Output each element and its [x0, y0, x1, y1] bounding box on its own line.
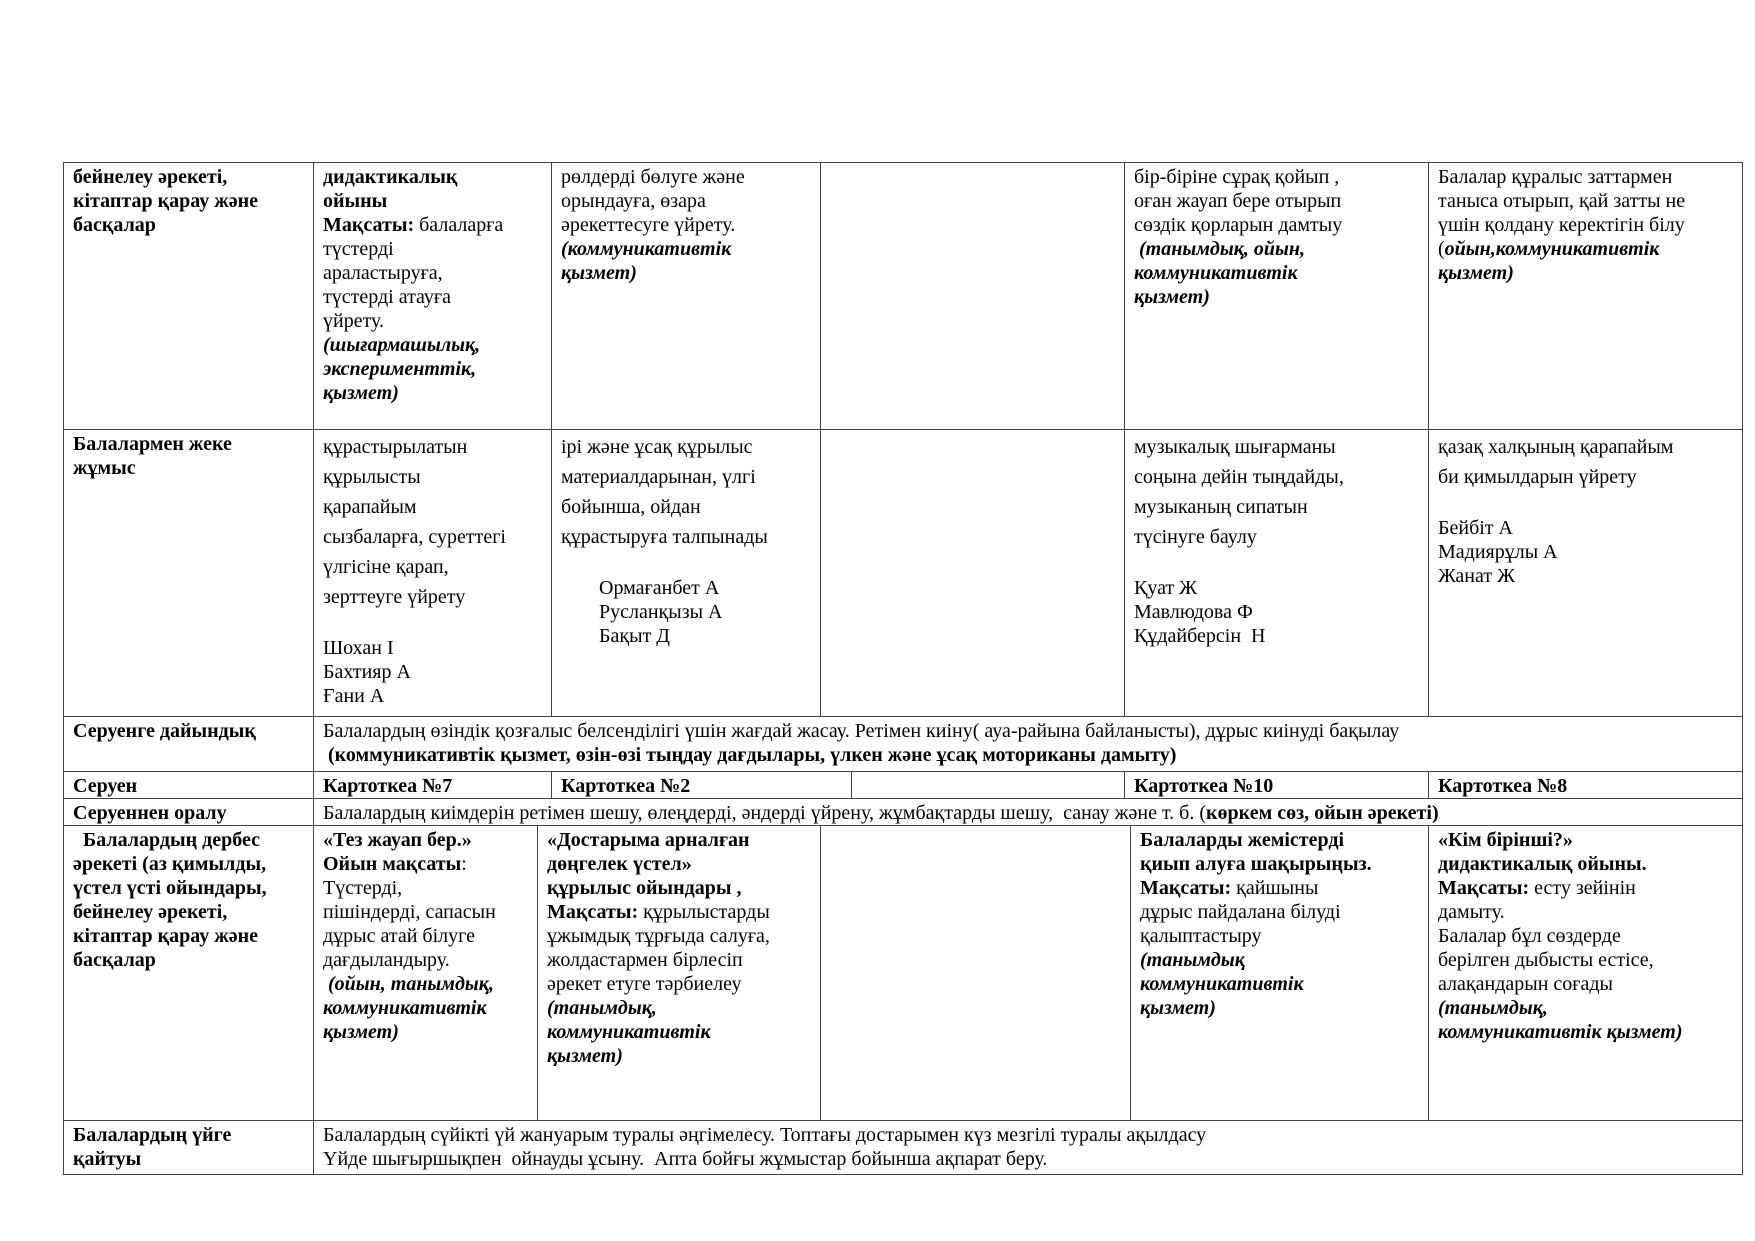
row1-c2-text: түстерді	[323, 238, 394, 260]
row6-c2-tags: (ойын, танымдық,	[323, 973, 494, 995]
row1-c6-text: Балалар құралыс заттармен	[1438, 166, 1673, 188]
row1-c2-tags: эксперименттік,	[323, 358, 477, 380]
row2-c6-text: би қимылдарын үйрету	[1438, 466, 1637, 488]
row2-label-cell	[63, 429, 314, 717]
row6-c3-title: құрылыс ойындары ,	[547, 877, 742, 899]
row6-c3-title: дөңгелек үстел»	[547, 853, 692, 875]
row7-text: Үйде шығыршықпен ойнауды ұсыну. Апта бойғы жұмыстар бойынша ақпарат беру.	[323, 1148, 1048, 1170]
row2-c3-name: Бақыт Д	[599, 625, 670, 647]
row6-c6-title: «Кім бірінші?»	[1438, 829, 1573, 851]
row6-c3-text: әрекет етуге тәрбиелеу	[547, 973, 742, 995]
row6-c3-cell	[537, 825, 821, 1121]
row6-c3-text: ұжымдық тұрғыда салуға,	[547, 925, 770, 947]
row1-c5-tags: (танымдық, ойын,	[1134, 238, 1305, 260]
row1-c5-tags: коммуникативтік	[1134, 262, 1298, 284]
row3-label: Серуенге дайындық	[73, 720, 256, 742]
row6-c3-text: жолдастармен бірлесіп	[547, 949, 743, 971]
row7-label-line: қайтуы	[73, 1148, 142, 1170]
row5-tags: көркем сөз, ойын әрекеті)	[1206, 802, 1439, 824]
row6-c6-cell	[1428, 825, 1743, 1121]
row1-label-line: бейнелеу әрекеті,	[73, 166, 228, 188]
row2-c2-name: Бахтияр А	[323, 661, 411, 683]
row1-c6-text: үшін қолдану керектігін білу	[1438, 214, 1685, 236]
row2-c2-name: Шохан І	[323, 637, 394, 659]
row4-label-cell	[63, 771, 314, 799]
row2-c5-name: Қуат Ж	[1134, 577, 1198, 599]
row7-text: Балалардың сүйікті үй жануарым туралы әңгімелесу. Топтағы достарымен күз мезгілі туралы ақылдасу	[323, 1124, 1207, 1146]
row6-label-line: кітаптар қарау және	[73, 925, 259, 947]
row2-c3-text: бойынша, ойдан	[561, 496, 701, 518]
row6-c5-text: дұрыс пайдалана білуді	[1140, 901, 1341, 923]
row2-label-line: Балалармен жеке	[73, 433, 232, 455]
row6-label-line: әрекеті (аз қимылды,	[73, 853, 267, 875]
row1-c3-tags: (коммуникативтік	[561, 238, 732, 260]
row2-c3-text: материалдарынан, үлгі	[561, 466, 756, 488]
row6-c5-goal-label: Мақсаты:	[1140, 877, 1232, 899]
row3-tags: (коммуникативтік қызмет, өзін-өзі тыңдау дағдылары, үлкен және ұсақ моториканы дамыту)	[323, 744, 1177, 766]
row5-content-cell	[313, 798, 1743, 826]
row4-c2-cell	[313, 771, 552, 799]
row6-c6-tags: (танымдық,	[1438, 997, 1548, 1019]
row2-c5-text: музыкалық шығарманы	[1134, 436, 1336, 458]
row1-c2-text: түстерді атауға	[323, 286, 451, 308]
row2-c6-text: қазақ халқының қарапайым	[1438, 436, 1674, 458]
row2-c5-cell	[1124, 429, 1429, 717]
row1-c5-tags: қызмет)	[1134, 286, 1210, 308]
row6-c5-title: қиып алуға шақырыңыз.	[1140, 853, 1372, 875]
row4-c5-cell	[1124, 771, 1429, 799]
row1-c4-cell	[820, 162, 1125, 430]
row1-c6-tags: қызмет)	[1438, 262, 1514, 284]
row1-c2-title: ойыны	[323, 190, 388, 212]
row2-c5-text: түсінуге баулу	[1134, 526, 1257, 548]
row1-c3-tags: қызмет)	[561, 262, 637, 284]
row4-c3-cell	[551, 771, 852, 799]
row5-label-cell	[63, 798, 314, 826]
row1-c5-cell	[1124, 162, 1429, 430]
row6-c5-cell	[1130, 825, 1429, 1121]
row1-c2-text: үйрету.	[323, 310, 385, 332]
row4-c2-card: Картоткеа №7	[323, 775, 453, 797]
row6-c2-goal-label: Ойын мақсаты	[323, 853, 462, 875]
row2-c2-text: сызбаларға, суреттегі	[323, 526, 506, 548]
row6-label-line: басқалар	[73, 949, 156, 971]
row1-c2-cell	[313, 162, 552, 430]
row6-c6-text: берілген дыбысты естісе,	[1438, 949, 1654, 971]
row6-c2-goal-colon: :	[461, 853, 467, 875]
row7-label-line: Балалардың үйге	[73, 1124, 232, 1146]
row6-c6-goal-label: Мақсаты:	[1438, 877, 1530, 899]
row2-c2-text: құрастырылатын	[323, 436, 468, 458]
row1-c3-text: әрекеттесуге үйрету.	[561, 214, 736, 236]
row2-c2-text: қарапайым	[323, 496, 417, 518]
row2-c6-cell	[1428, 429, 1743, 717]
row6-c5-tags: коммуникативтік	[1140, 973, 1304, 995]
row1-label-line: кітаптар қарау және	[73, 190, 259, 212]
row1-label-line: басқалар	[73, 214, 156, 236]
row6-c2-text: дұрыс атай білуге	[323, 925, 475, 947]
row4-c6-card: Картоткеа №8	[1438, 775, 1568, 797]
row3-content-cell	[313, 716, 1743, 772]
row6-c6-title: дидактикалық ойыны.	[1438, 853, 1647, 875]
row7-content-cell	[313, 1120, 1743, 1175]
row6-c3-title: «Достарыма арналған	[547, 829, 750, 851]
row6-c2-tags: коммуникативтік	[323, 997, 487, 1019]
row5-text: Балалардың киімдерін ретімен шешу, өлеңдерді, әндерді үйрену, жұмбақтарды шешу, санау және т. б. (	[323, 802, 1207, 824]
row6-label-line: Балалардың дербес	[73, 829, 260, 851]
row2-c2-text: үлгісіне қарап,	[323, 556, 449, 578]
row6-label-cell	[63, 825, 314, 1121]
row6-c5-tags: қызмет)	[1140, 997, 1216, 1019]
row6-c6-tags: коммуникативтік қызмет)	[1438, 1021, 1683, 1043]
row1-c5-text: сөздік қорларын дамтыу	[1134, 214, 1343, 236]
row2-c4-cell	[820, 429, 1125, 717]
row6-c6-text: дамыту.	[1438, 901, 1505, 923]
row2-c3-text: ірі және ұсақ құрылыс	[561, 436, 753, 458]
row4-c6-cell	[1428, 771, 1743, 799]
row2-label-line: жұмыс	[73, 457, 136, 479]
row6-c2-cell	[313, 825, 538, 1121]
row6-c4-cell	[820, 825, 1131, 1121]
row2-c5-name: Мавлюдова Ф	[1134, 601, 1253, 623]
row3-text: Балалардың өзіндік қозғалыс белсенділігі үшін жағдай жасау. Ретімен киіну( ауа-райына байланысты), дұрыс киінуді бақылау	[323, 720, 1400, 742]
row4-c4-cell	[851, 771, 1125, 799]
row6-c2-text: дағдыландыру.	[323, 949, 450, 971]
row2-c2-text: құрылысты	[323, 466, 421, 488]
row6-c5-tags: (танымдық	[1140, 949, 1245, 971]
row6-c2-title: «Тез жауап бер.»	[323, 829, 472, 851]
row1-c6-tags: ойын,коммуникативтік	[1444, 238, 1660, 260]
row6-c5-goal-text: қайшыны	[1231, 877, 1319, 899]
row2-c3-cell	[551, 429, 821, 717]
row2-c5-text: музыканың сипатын	[1134, 496, 1308, 518]
row1-c2-tags: (шығармашылық,	[323, 334, 481, 356]
row6-c2-text: пішіндерді, сапасын	[323, 901, 496, 923]
row4-c3-card: Картоткеа №2	[561, 775, 691, 797]
row6-c3-tags: қызмет)	[547, 1045, 623, 1067]
row2-c3-name: Русланқызы А	[599, 601, 723, 623]
row2-c5-name: Құдайберсін Н	[1134, 625, 1266, 647]
row6-c2-tags: қызмет)	[323, 1021, 399, 1043]
row1-c2-tags: қызмет)	[323, 382, 399, 404]
row2-c2-text: зерттеуге үйрету	[323, 586, 466, 608]
row6-c3-tags: (танымдық,	[547, 997, 657, 1019]
row6-c6-text: алақандарын соғады	[1438, 973, 1613, 995]
row6-c6-goal-text: есту зейінін	[1529, 877, 1636, 899]
row2-c6-name: Мадиярұлы А	[1438, 541, 1558, 563]
row1-c5-text: бір-біріне сұрақ қойып ,	[1134, 166, 1340, 188]
row2-c3-name: Ормағанбет А	[599, 577, 720, 599]
row6-label-line: үстел үсті ойындары,	[73, 877, 267, 899]
row6-c3-goal-label: Мақсаты:	[547, 901, 639, 923]
row2-c2-cell	[313, 429, 552, 717]
row1-c3-text: рөлдерді бөлуге және	[561, 166, 745, 188]
row6-c2-text: Түстерді,	[323, 877, 403, 899]
row1-label-cell	[63, 162, 314, 430]
row6-c3-goal-text: құрылыстарды	[638, 901, 770, 923]
row1-c2-text: араластыруға,	[323, 262, 443, 284]
row5-label: Серуеннен оралу	[73, 802, 227, 824]
row2-c5-text: соңына дейін тыңдайды,	[1134, 466, 1344, 488]
row6-c6-text: Балалар бұл сөздерде	[1438, 925, 1621, 947]
row2-c2-name: Ғани А	[323, 685, 385, 707]
row1-c5-text: оған жауап бере отырып	[1134, 190, 1342, 212]
row6-c5-text: қалыптастыру	[1140, 925, 1262, 947]
row2-c6-name: Жанат Ж	[1438, 565, 1516, 587]
row6-c5-title: Балаларды жемістерді	[1140, 829, 1345, 851]
row4-c5-card: Картоткеа №10	[1134, 775, 1274, 797]
row1-c3-text: орындауға, өзара	[561, 190, 706, 212]
row1-c2-title: дидактикалық	[323, 166, 458, 188]
row6-label-line: бейнелеу әрекеті,	[73, 901, 228, 923]
row1-c3-cell	[551, 162, 821, 430]
row4-label: Серуен	[73, 775, 138, 797]
row3-label-cell	[63, 716, 314, 772]
row1-c6-cell	[1428, 162, 1743, 430]
row1-c6-text: таныса отырып, қай затты не	[1438, 190, 1686, 212]
row7-label-cell	[63, 1120, 314, 1175]
row1-c2-goal-text: балаларға	[414, 214, 504, 236]
row1-c2-goal-label: Мақсаты:	[323, 214, 415, 236]
row2-c3-text: құрастыруға талпынады	[561, 526, 768, 548]
row6-c3-tags: коммуникативтік	[547, 1021, 711, 1043]
row2-c6-name: Бейбіт А	[1438, 517, 1513, 539]
row1-c6-tags-prefix: (	[1438, 238, 1445, 260]
